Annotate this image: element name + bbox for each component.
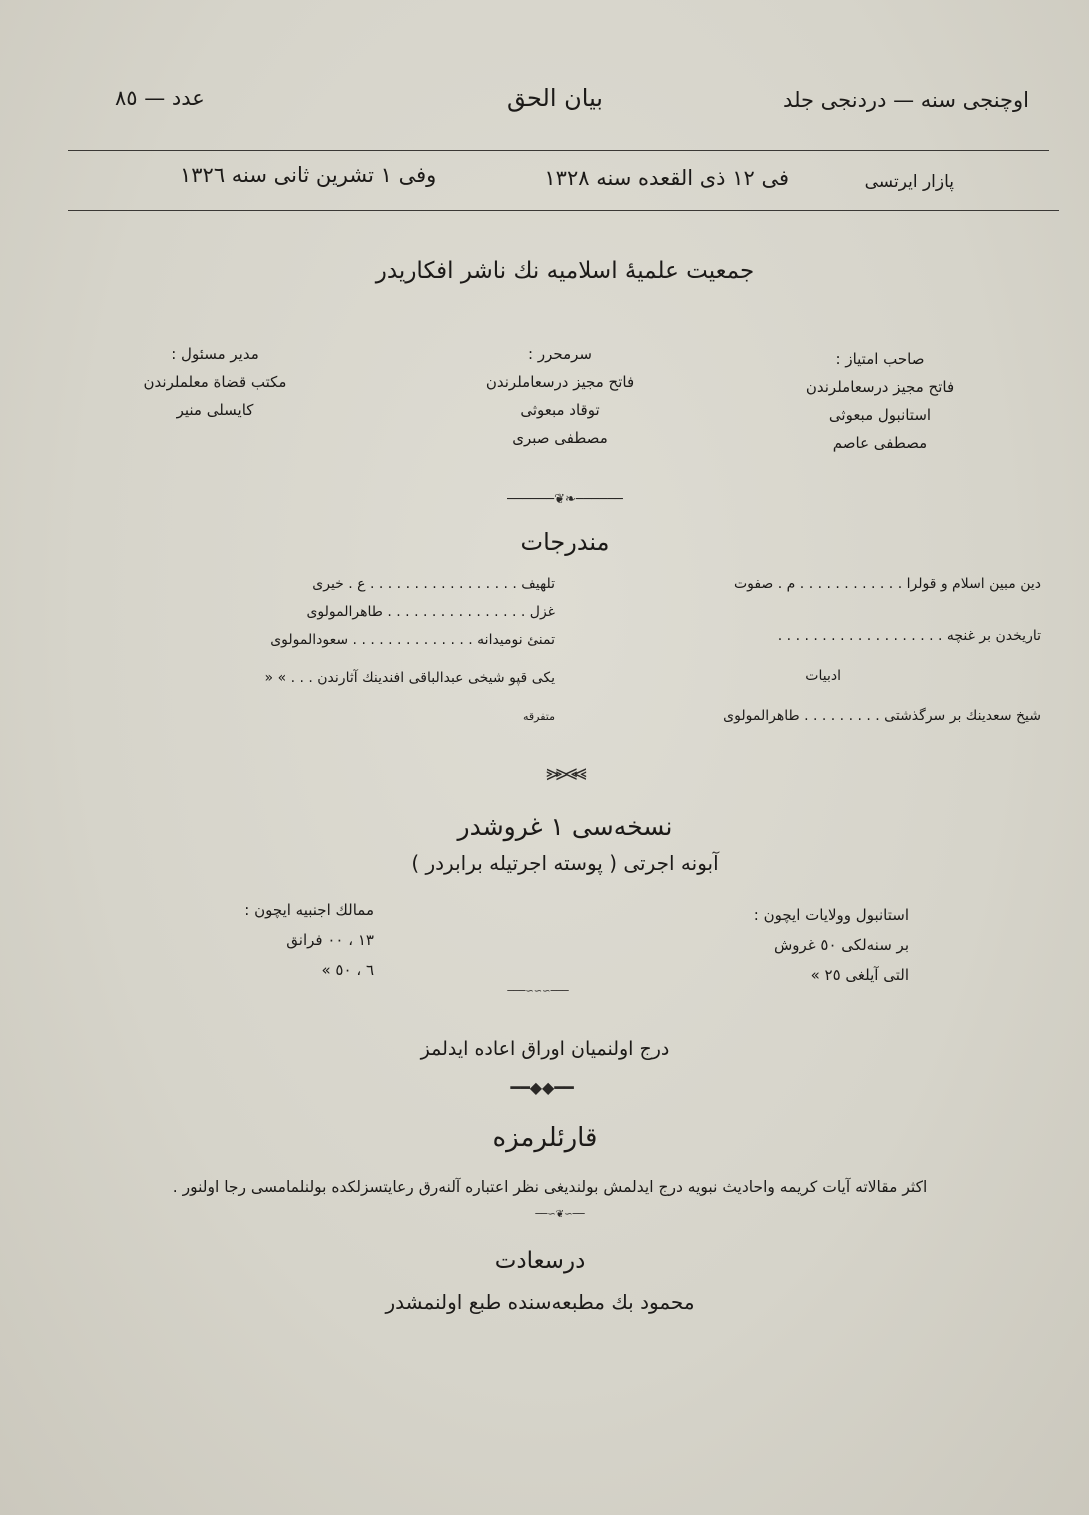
- staff-role: صاحب امتیاز :: [835, 350, 925, 368]
- subscription-line: استانبول وولایات ایچون :: [753, 906, 909, 924]
- staff-line: استانبول مبعوثی: [828, 406, 932, 424]
- ornament-divider-icon: ━━◆◆━━: [510, 1078, 574, 1097]
- staff-role: مدیر مسئول :: [171, 345, 259, 363]
- ornament-divider-icon: ───∽∽∽───: [507, 986, 569, 997]
- subscription-line: ١٣ ، ٠٠ فرانق: [286, 931, 374, 949]
- subscription-domestic: [754, 900, 909, 990]
- staff-line: فاتح مجیز درسعاملرندن: [485, 373, 635, 391]
- imprint-city: درسعادت: [494, 1248, 586, 1274]
- toc-item: شیخ سعدینك بر سرگذشتی . . . . . . . . . طاهرالمولوی: [723, 708, 1041, 724]
- subscription-line: التی آیلغی ٢٥ »: [810, 966, 909, 984]
- subscription-line: بر سنه‌لکی ٥٠ غروش: [773, 936, 909, 954]
- staff-line: فاتح مجیز درسعاملرندن: [805, 378, 955, 396]
- header-rule-bottom: [68, 210, 1059, 211]
- ornament-divider-icon: ──∽❦∽──: [535, 1209, 585, 1220]
- contents-right-column: [581, 576, 1041, 736]
- contents-heading: مندرجات: [520, 528, 610, 556]
- toc-item: تمنئ نومیدانه . . . . . . . . . . . . . . سعودالمولوی: [270, 632, 555, 648]
- return-notice: درج اولنمیان اوراق اعاده ایدلمز: [420, 1038, 670, 1060]
- subscription-foreign: [244, 895, 374, 985]
- toc-item: دین مبین اسلام و قولرا . . . . . . . . . . . . م . صفوت: [733, 576, 1041, 592]
- contents-left-column: [65, 576, 555, 736]
- staff-line: توقاد مبعوثی: [520, 401, 600, 419]
- ornament-divider-icon: ⪢⪢⪡⪡: [546, 761, 584, 786]
- toc-item: متفرقه: [522, 710, 555, 723]
- toc-item: تاریخدن بر غنچه . . . . . . . . . . . . . . . . . . .: [777, 628, 1041, 644]
- staff-line: مصطفی صبری: [512, 429, 608, 447]
- subscription-line: ٦ ، ٥٠ »: [321, 961, 374, 979]
- rumi-date: وفی ١ تشرین ثانی سنه ١٣٢٦: [180, 163, 437, 187]
- volume-label: اوچنجی سنه — دردنجی جلد: [783, 88, 1029, 112]
- staff-editor: [486, 340, 634, 452]
- toc-item: تلهیف . . . . . . . . . . . . . . . . . ع . خیری: [312, 576, 555, 592]
- subscription-line: ممالك اجنبیه ایچون :: [244, 901, 374, 919]
- staff-manager: [144, 340, 287, 424]
- price-label: نسخه‌سی ١ غروشدر: [457, 812, 673, 841]
- toc-item: یکی قپو شیخی عبدالباقی افندینك آثارندن . . . » «: [264, 670, 555, 686]
- staff-line: کایسلی منیر: [176, 401, 254, 419]
- subtitle: جمعیت علمیهٔ اسلامیه نك ناشر افکاریدر: [375, 258, 755, 284]
- toc-item: غزل . . . . . . . . . . . . . . . . طاهرالمولوی: [306, 604, 555, 620]
- newspaper-title: بیان الحق: [507, 84, 603, 112]
- staff-owner: [806, 345, 954, 457]
- issue-number: عدد — ٨٥: [115, 86, 205, 110]
- subscription-heading: آبونه اجرتی ( پوسته اجرتیله برابردر ): [411, 851, 719, 875]
- toc-section-heading: ادبیات: [805, 668, 841, 684]
- header-rule-top: [68, 150, 1049, 151]
- readers-note: اکثر مقالاته آیات کریمه واحادیث نبویه درج ایدلمش بولندیغی نظر اعتباره آلنه‌رق رعایتسزلکده بولنلمامسی رجا اولنور .: [172, 1178, 928, 1196]
- staff-line: مصطفی عاصم: [832, 434, 928, 452]
- staff-line: مکتب قضاة معلملرندن: [143, 373, 287, 391]
- hijri-date: فی ١٢ ذی القعده سنه ١٣٢٨: [544, 166, 789, 190]
- staff-role: سرمحرر :: [528, 345, 592, 363]
- ornament-divider-icon: ──────❦❧──────: [507, 492, 623, 507]
- day-label: پازار ایرتسی: [864, 172, 954, 192]
- imprint-printer: محمود بك مطبعه‌سنده طبع اولنمشدر: [385, 1290, 695, 1314]
- readers-heading: قارئلرمزه: [492, 1123, 598, 1153]
